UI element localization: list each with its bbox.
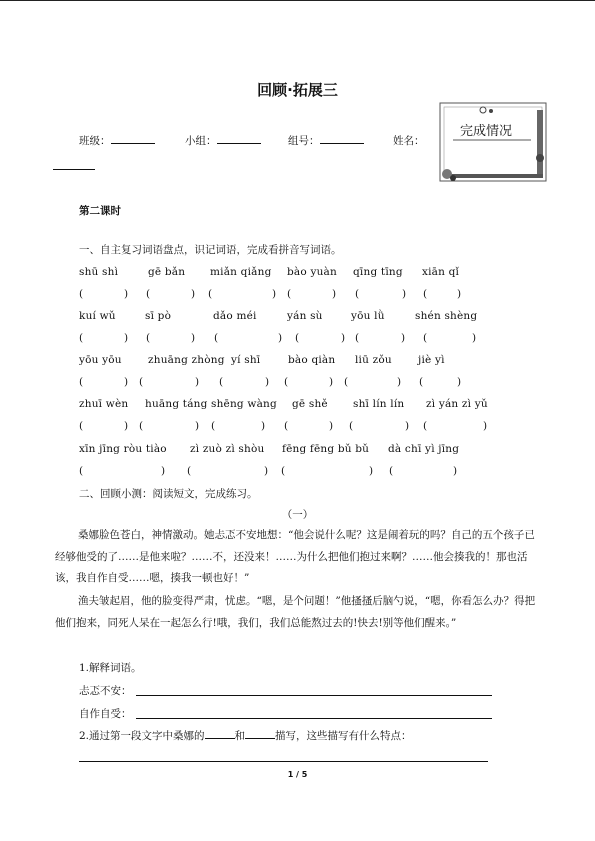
pinyin-item: shū shì	[79, 266, 119, 278]
page-title: 回顾·拓展三	[257, 81, 338, 99]
pinyin-item: zì zuò zì shòu	[190, 443, 265, 455]
answer-blank[interactable]	[205, 728, 235, 739]
answer-line[interactable]	[136, 695, 492, 696]
question-2-and: 和	[234, 730, 246, 742]
question-1: 1.解释词语。	[79, 662, 142, 674]
question-1a-label: 忐忑不安：	[79, 685, 132, 697]
section1-heading: 一、自主复习词语盘点，识记词语，完成看拼音写词语。	[79, 244, 342, 256]
pinyin-item: yōu yōu	[79, 354, 122, 366]
class-field	[79, 133, 155, 148]
pinyin-item: zhuī wèn	[79, 398, 129, 410]
pinyin-item: dǎo méi	[213, 310, 257, 322]
group-no-field	[288, 133, 364, 148]
question-2-suffix: 描写，这些描写有什么特点：	[275, 730, 412, 742]
answer-blank[interactable]	[245, 728, 275, 739]
group-no-label: 组号：	[288, 135, 320, 147]
group-label: 小组：	[185, 135, 217, 147]
answer-line[interactable]	[136, 718, 492, 719]
pinyin-item: kuí wǔ	[79, 310, 116, 322]
pinyin-item: miǎn qiǎng	[210, 266, 272, 278]
pinyin-item: yí shī	[231, 354, 261, 366]
pinyin-item: huāng táng	[145, 398, 208, 410]
group-field	[185, 133, 261, 148]
pinyin-item: yán sù	[287, 310, 323, 322]
class-blank[interactable]	[111, 133, 155, 144]
pinyin-item: jiè yì	[418, 354, 445, 366]
question-2-prefix: 2.通过第一段文字中桑娜的	[79, 730, 205, 742]
pinyin-item: bào qiàn	[288, 354, 336, 366]
top-border-line	[0, 0, 595, 1]
lesson-label: 第二课时	[79, 205, 121, 217]
pinyin-item: qīng tīng	[353, 266, 403, 278]
pinyin-item: sī pò	[145, 310, 172, 322]
pinyin-item: gē shě	[292, 398, 328, 410]
pinyin-item: shēng wàng	[211, 398, 277, 410]
passage-paragraph: 桑娜脸色苍白，神情激动。她忐忑不安地想：“他会说什么呢？这是闹着玩的吗？自己的五个孩子已经够他受的了……是他来啦？……不，还没来！……为什么把他们抱过来啊？……他会揍我的！那也活该，我自作自受……嗯，揍我一顿也好！”	[55, 529, 535, 584]
pinyin-item: dà chī yì jīng	[388, 443, 460, 455]
passage-paragraph: 渔夫皱起眉，他的脸变得严肃，忧虑。“嗯，是个问题！”他搔搔后脑勺说，“嗯，你看怎么办？得把他们抱来，同死人呆在一起怎么行!哦，我们，我们总能熬过去的!快去!别等他们醒来。”	[55, 595, 536, 629]
section2-heading: 二、回顾小测：阅读短文，完成练习。	[79, 488, 258, 500]
pinyin-item: xīn jīng ròu tiào	[79, 443, 167, 455]
completion-stamp	[439, 102, 547, 182]
pinyin-item: yōu lǜ	[351, 310, 385, 322]
pinyin-item: gē bǎn	[148, 266, 186, 278]
pinyin-item: xiān qǐ	[422, 266, 460, 278]
class-label: 班级：	[79, 135, 111, 147]
group-no-blank[interactable]	[320, 133, 364, 144]
answer-line[interactable]	[79, 761, 488, 762]
name-field	[393, 133, 425, 148]
pinyin-item: liū zǒu	[355, 354, 392, 366]
pinyin-item: zhuāng zhòng	[148, 354, 225, 366]
page-number: 1 / 5	[287, 770, 308, 779]
name-blank[interactable]	[53, 169, 95, 170]
pinyin-item: zì yán zì yǔ	[426, 398, 488, 410]
pinyin-item: shī lín lín	[353, 398, 405, 410]
stamp-text: 完成情况	[460, 124, 513, 139]
passage-number: （一）	[281, 509, 314, 521]
name-label: 姓名：	[393, 135, 425, 147]
pinyin-item: fēng fēng bǔ bǔ	[282, 443, 370, 455]
question-2	[79, 728, 412, 743]
question-1b-label: 自作自受：	[79, 708, 132, 720]
group-blank[interactable]	[217, 133, 261, 144]
pinyin-item: shén shèng	[415, 310, 478, 322]
pinyin-item: bào yuàn	[287, 266, 337, 278]
